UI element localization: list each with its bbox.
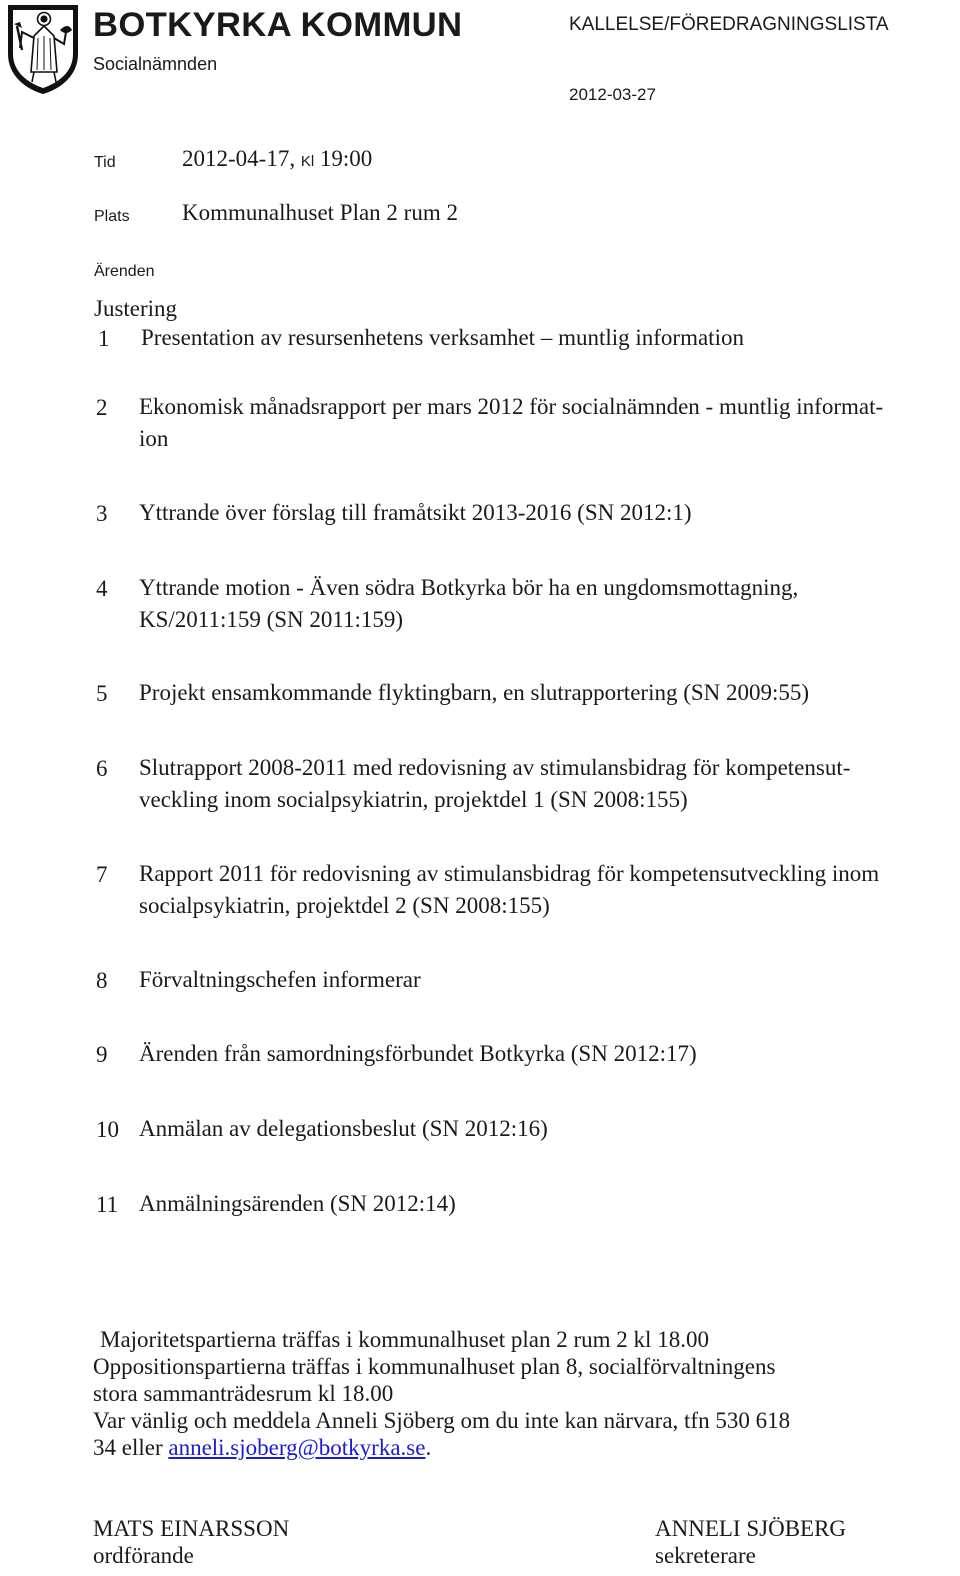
agenda-item-text-continued: socialpsykiatrin, projektdel 2 (SN 2008:155) xyxy=(139,893,550,918)
agenda-item-text: Yttrande över förslag till framåtsikt 2013-2016 (SN 2012:1) xyxy=(139,500,692,525)
note-majority: Majoritetspartierna träffas i kommunalhuset plan 2 rum 2 kl 18.00 xyxy=(100,1327,709,1352)
place-value: Kommunalhuset Plan 2 rum 2 xyxy=(182,200,458,225)
note-contact: Var vänlig och meddela Anneli Sjöberg om du inte kan närvara, tfn 530 618 xyxy=(93,1408,791,1433)
agenda-item-text: Rapport 2011 för redovisning av stimulansbidrag för kompetensutveckling inom xyxy=(139,861,880,886)
agenda-item-number: 2 xyxy=(96,395,108,420)
secretary-role: sekreterare xyxy=(655,1543,756,1568)
note-opposition-room: stora sammanträdesrum kl 18.00 xyxy=(93,1381,394,1406)
time-value-kl: Kl xyxy=(300,153,315,170)
agenda-item-number: 9 xyxy=(96,1042,108,1067)
agenda-item-text: Ärenden från samordningsförbundet Botkyrka (SN 2012:17) xyxy=(139,1041,697,1066)
agenda-item-text: Yttrande motion - Även södra Botkyrka bör ha en ungdomsmottagning, xyxy=(139,575,799,600)
agenda-item-number: 10 xyxy=(96,1117,119,1142)
agenda-item-number: 11 xyxy=(96,1192,119,1217)
agenda-item-text: Anmälan av delegationsbeslut (SN 2012:16) xyxy=(139,1116,548,1141)
agenda-item-number: 8 xyxy=(96,968,108,993)
agenda-item-text-continued: KS/2011:159 (SN 2011:159) xyxy=(139,607,404,632)
note-opposition: Oppositionspartierna träffas i kommunalhuset plan 8, socialförvaltningens xyxy=(93,1354,776,1379)
agenda-item-text: Ekonomisk månadsrapport per mars 2012 för socialnämnden - muntlig informat- xyxy=(139,394,884,419)
agenda-item-number: 6 xyxy=(96,756,108,781)
email-link[interactable]: anneli.sjoberg@botkyrka.se xyxy=(168,1435,426,1460)
time-value xyxy=(182,146,372,172)
agenda-item-number: 3 xyxy=(96,501,108,526)
agenda-item-number: 1 xyxy=(98,326,110,351)
agenda-item-number: 5 xyxy=(96,681,108,706)
agenda-heading: Ärenden xyxy=(94,263,155,280)
secretary-name: ANNELI SJÖBERG xyxy=(655,1516,847,1541)
place-label: Plats xyxy=(94,208,130,225)
agenda-item-text: Presentation av resursenhetens verksamhet – muntlig information xyxy=(141,325,744,350)
document-date: 2012-03-27 xyxy=(569,85,656,104)
chair-role: ordförande xyxy=(93,1543,194,1568)
time-label: Tid xyxy=(94,154,116,171)
agenda-justering: Justering xyxy=(94,296,178,321)
department-name: Socialnämnden xyxy=(93,54,218,74)
time-value-date: 2012-04-17, xyxy=(182,146,301,171)
agenda-item-text: Slutrapport 2008-2011 med redovisning av stimulansbidrag för kompetensut- xyxy=(139,755,851,780)
time-value-time: 19:00 xyxy=(314,146,373,171)
agenda-item-text-continued: ion xyxy=(139,426,169,451)
note-contact-email-line xyxy=(93,1434,431,1461)
municipal-crest-icon xyxy=(4,2,82,96)
agenda-item-text: Anmälningsärenden (SN 2012:14) xyxy=(139,1191,456,1216)
document-type: KALLELSE/FÖREDRAGNINGSLISTA xyxy=(569,14,889,35)
agenda-item-number: 7 xyxy=(96,862,108,887)
note-contact-prefix: 34 eller xyxy=(93,1435,169,1460)
agenda-item-text: Förvaltningschefen informerar xyxy=(139,967,421,992)
agenda-item-text-continued: veckling inom socialpsykiatrin, projektdel 1 (SN 2008:155) xyxy=(139,787,688,812)
chair-name: MATS EINARSSON xyxy=(93,1516,290,1541)
agenda-item-number: 4 xyxy=(96,576,108,601)
organization-name: BOTKYRKA KOMMUN xyxy=(93,6,463,44)
agenda-item-text: Projekt ensamkommande flyktingbarn, en slutrapportering (SN 2009:55) xyxy=(139,680,810,705)
note-contact-suffix: . xyxy=(425,1435,432,1460)
